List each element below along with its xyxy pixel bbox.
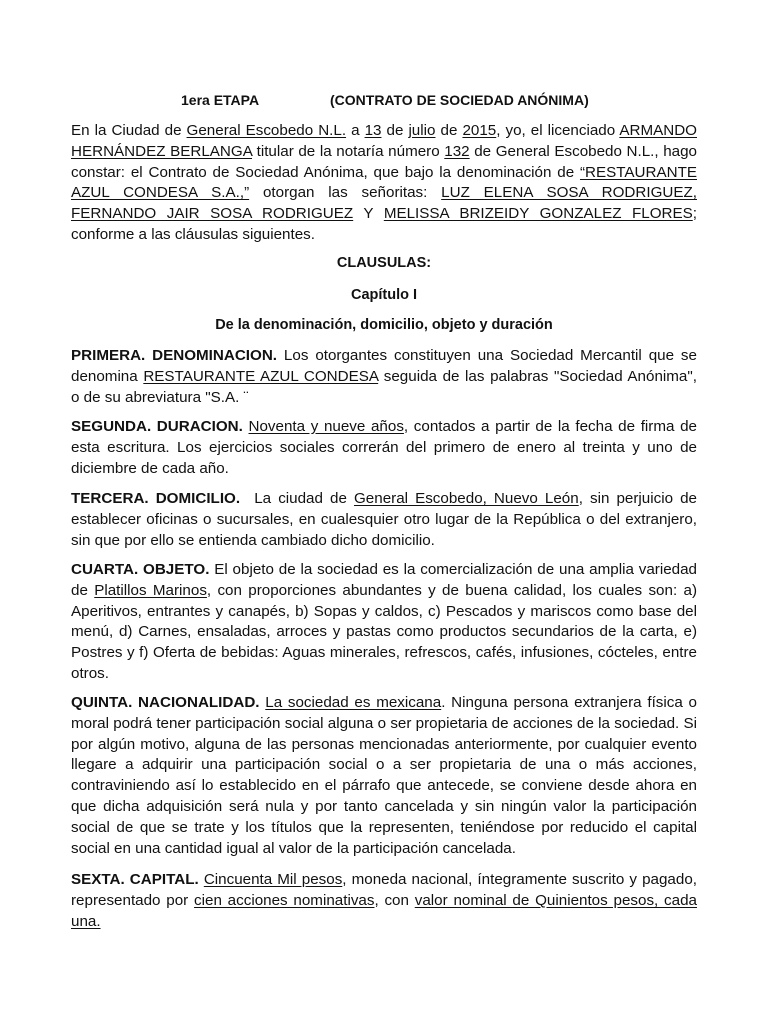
clause-fifth bbox=[71, 693, 697, 859]
product-name: Platillos Marinos bbox=[94, 581, 207, 599]
company-name: “RESTAURANTE AZUL CONDESA S.A.,” bbox=[71, 163, 697, 202]
clause-label: SEGUNDA. DURACION. bbox=[71, 418, 243, 435]
clause-third bbox=[71, 489, 697, 551]
duration-value: Noventa y nueve años bbox=[248, 418, 404, 435]
clause-text: Los otorgantes constituyen una Sociedad Mercantil que se denomina bbox=[71, 347, 697, 385]
clause-label: QUINTA. NACIONALIDAD. bbox=[71, 694, 260, 711]
clause-text: El objeto de la sociedad es la comercialización de una amplia variedad de bbox=[71, 561, 697, 599]
clause-text: , con bbox=[374, 891, 415, 909]
clause-label: CUARTA. OBJETO. bbox=[71, 561, 210, 578]
intro-text: de bbox=[381, 122, 409, 139]
clause-text: . Ninguna persona extranjera física o moral podrá tener participación social alguna o ser propietaria de acciones de la sociedad. Si por algún motivo, alguna de las personas mencionadas anteriormente, por cualquier evento llegare a adquirir una participación social o a ser propietaria de una o más acciones, contraviniendo así lo establecido en el párrafo que antecede, se conviene desde ahora en que dicha adquisición será nula y por tanto cancelada y sin ningún valor la participación social de que se trate y los títulos que la representen, teniéndose por reducido el capital social en una cantidad igual al valor de la participación cancelada. bbox=[71, 694, 697, 857]
intro-text: , yo, el licenciado bbox=[496, 122, 620, 139]
intro-text: titular de la notaría número bbox=[252, 142, 445, 160]
clause-label: SEXTA. CAPITAL. bbox=[71, 871, 199, 888]
city-name: General Escobedo N.L. bbox=[186, 122, 347, 139]
intro-text: de bbox=[435, 122, 463, 139]
chapter-heading: Capítulo I bbox=[350, 287, 418, 303]
chapter-subtitle: De la denominación, domicilio, objeto y duración bbox=[215, 317, 553, 333]
intro-paragraph bbox=[71, 121, 697, 246]
clause-text: seguida de las palabras "Sociedad Anónima", o de su abreviatura "S.A. ¨ bbox=[71, 367, 697, 406]
intro-text: otorgan las señoritas: bbox=[249, 184, 442, 202]
clause-sixth bbox=[71, 870, 697, 932]
intro-text: ; conforme a las cláusulas siguientes. bbox=[71, 205, 697, 243]
clause-first bbox=[71, 346, 697, 408]
nationality-value: La sociedad es mexicana bbox=[265, 694, 442, 711]
document-title: (CONTRATO DE SOCIEDAD ANÓNIMA) bbox=[330, 92, 589, 108]
partner-name: MELISSA BRIZEIDY GONZALEZ FLORES bbox=[383, 205, 693, 223]
nominal-value: valor nominal de Quinientos pesos, cada una. bbox=[71, 891, 697, 930]
notary-number: 132 bbox=[444, 142, 470, 160]
capital-value: Cincuenta Mil pesos bbox=[203, 871, 343, 888]
clause-label: TERCERA. DOMICILIO. bbox=[71, 490, 241, 507]
domicile-city: General Escobedo, Nuevo León bbox=[353, 490, 579, 507]
partner-name: FERNANDO JAIR SOSA RODRIGUEZ bbox=[71, 205, 354, 223]
date-year: 2015 bbox=[462, 122, 497, 139]
intro-text: En la Ciudad de bbox=[71, 122, 187, 139]
document-header bbox=[0, 92, 768, 112]
clauses-heading: CLAUSULAS: bbox=[336, 255, 432, 271]
clause-text: , moneda nacional, íntegramente suscrito y pagado, representado por bbox=[71, 871, 697, 909]
clause-fourth bbox=[71, 560, 697, 685]
shares-value: cien acciones nominativas bbox=[194, 891, 375, 909]
clause-label: PRIMERA. DENOMINACION. bbox=[71, 347, 278, 364]
clause-text: , contados a partir de la fecha de firma de esta escritura. Los ejercicios sociales correrán del primero de enero al treinta y uno de diciembre de cada año. bbox=[71, 418, 697, 477]
intro-text: de General Escobedo N.L., hago constar: el Contrato de Sociedad Anónima, que bajo la denominación de bbox=[71, 142, 697, 181]
clause-text: , con proporciones abundantes y de buena calidad, los cuales son: a) Aperitivos, entrantes y canapés, b) Sopas y caldos, c) Pescados y mariscos como base del menú, d) Carnes, ensaladas, arroces y pastas como productos secundarios de la carta, e) Postres y f) Oferta de bebidas: Aguas minerales, refrescos, cafés, infusiones, cócteles, entre otros. bbox=[71, 581, 698, 682]
stage-label: 1era ETAPA bbox=[181, 92, 260, 108]
intro-text: a bbox=[346, 122, 365, 139]
date-month: julio bbox=[408, 122, 436, 139]
date-day: 13 bbox=[364, 122, 382, 139]
clause-text: La ciudad de bbox=[240, 490, 354, 507]
partner-name: LUZ ELENA SOSA RODRIGUEZ, bbox=[441, 184, 697, 202]
clause-second bbox=[71, 417, 697, 479]
clause-text: , sin perjuicio de establecer oficinas o sucursales, en cualesquier otro lugar de la República o del extranjero, sin que por ello se entienda cambiado dicho domicilio. bbox=[71, 490, 698, 549]
intro-text: Y bbox=[353, 205, 384, 223]
company-name: RESTAURANTE AZUL CONDESA bbox=[143, 367, 379, 385]
notary-name: ARMANDO HERNÁNDEZ BERLANGA bbox=[71, 122, 697, 160]
